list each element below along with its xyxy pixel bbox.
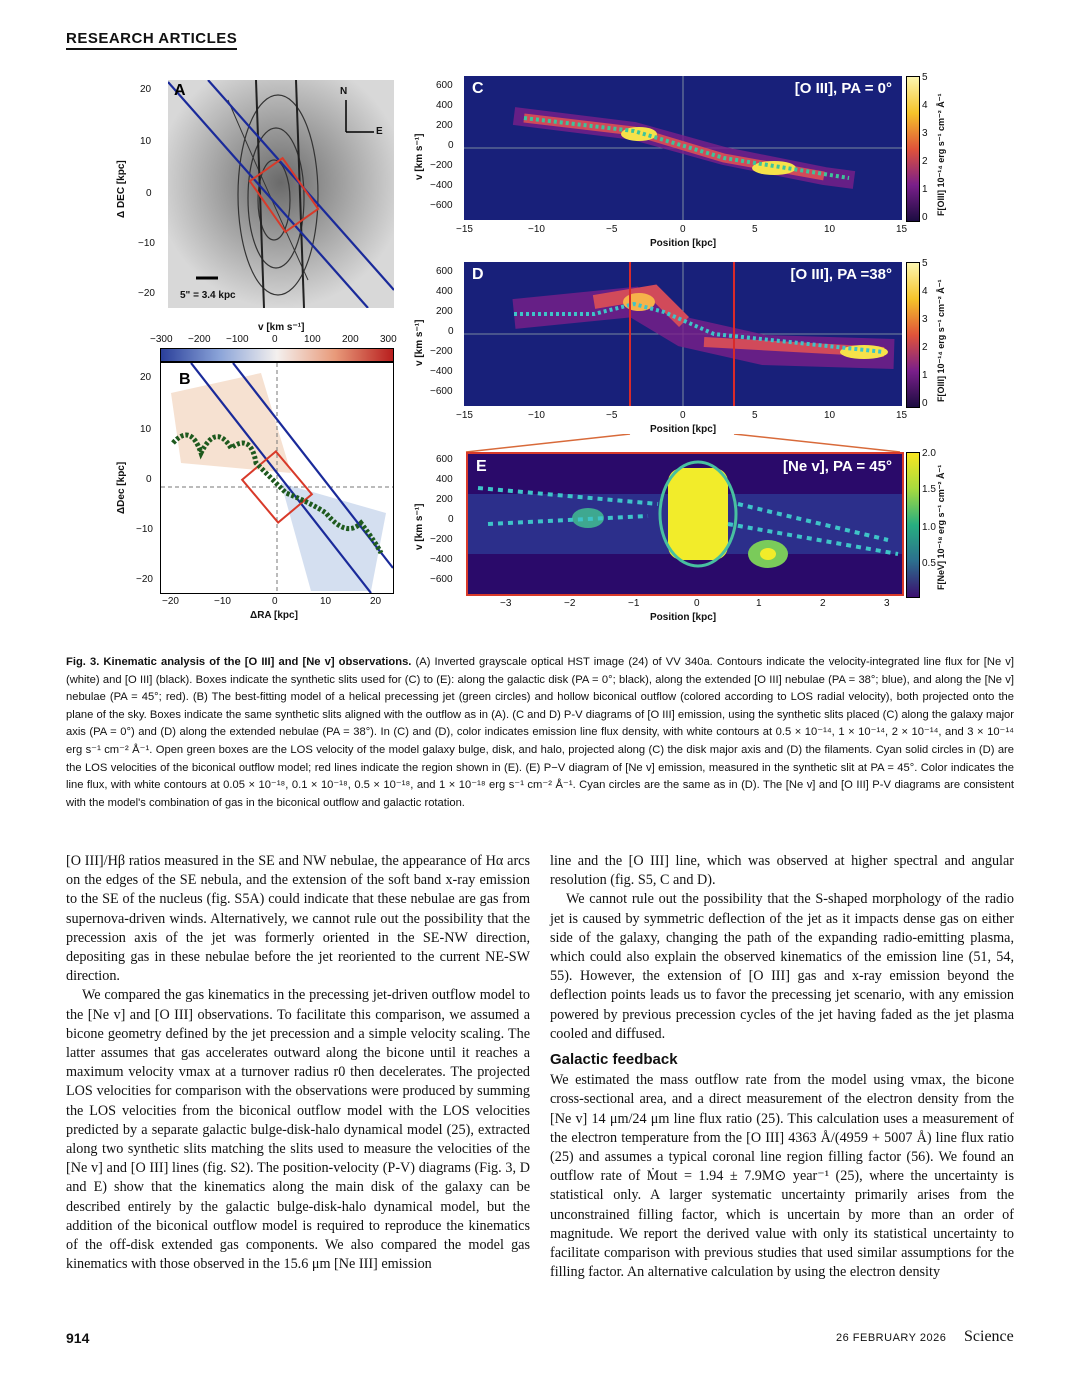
e-xtick-4: 1 [756, 598, 762, 609]
vbar-tick-4: 100 [304, 334, 321, 345]
e-ytick-5: −400 [430, 554, 453, 565]
d-xtick-3: 0 [680, 410, 686, 421]
c-cbar-tick-4: 1 [922, 184, 928, 195]
c-cbar-tick-1: 4 [922, 100, 928, 111]
c-xtick-1: −10 [528, 224, 545, 235]
b-ytick-4: −20 [136, 574, 153, 585]
e-cbar-tick-2: 1.0 [922, 522, 936, 533]
body-column-left [66, 852, 530, 1274]
c-ytick-0: 600 [436, 80, 453, 91]
c-xtick-3: 0 [680, 224, 686, 235]
d-xtick-6: 15 [896, 410, 908, 421]
east-label: E [376, 126, 383, 137]
b-xtick-4: 20 [370, 596, 382, 607]
section-header: RESEARCH ARTICLES [66, 30, 237, 50]
d-cbar-tick-5: 0 [922, 398, 928, 409]
panel-e-plot [468, 454, 902, 594]
velocity-colorbar [160, 348, 394, 362]
b-xtick-3: 10 [320, 596, 332, 607]
panel-c-plot [464, 76, 902, 220]
c-xtick-6: 15 [896, 224, 908, 235]
e-ytick-3: 0 [448, 514, 454, 525]
panel-a [168, 80, 394, 308]
d-xtick-4: 5 [752, 410, 758, 421]
e-xtick-3: 0 [694, 598, 700, 609]
issue-date: 26 FEBRUARY 2026 [836, 1332, 947, 1344]
vbar-label: v [km s⁻¹] [258, 322, 305, 333]
c-xtick-5: 10 [824, 224, 836, 235]
panel-d-plot [464, 262, 902, 406]
e-ytick-4: −200 [430, 534, 453, 545]
panel-b-ylabel: ΔDec [kpc] [116, 461, 127, 514]
c-xtick-2: −5 [606, 224, 618, 235]
c-cbar-tick-2: 3 [922, 128, 928, 139]
e-xtick-1: −2 [564, 598, 576, 609]
caption-lead: Fig. 3. Kinematic analysis of the [O III] and [Ne v] observations. [66, 656, 412, 668]
d-xtick-2: −5 [606, 410, 618, 421]
panel-d-title: [O III], PA =38° [790, 266, 892, 283]
e-ylabel: v [km s⁻¹] [414, 503, 425, 550]
c-ytick-1: 400 [436, 100, 453, 111]
a-ytick-4: −20 [138, 288, 155, 299]
b-ytick-2: 0 [146, 474, 152, 485]
c-ytick-2: 200 [436, 120, 453, 131]
caption-body: (A) Inverted grayscale optical HST image (24) of VV 340a. Contours indicate the velocity-integrated line flux for [Ne v] (white) and [O III] (black). Boxes indicate the synthetic slits used for (C) to (E): along the galactic disk (PA = 0°; black), along the extended [O III] nebulae (PA = 38°; blue), and along the [Ne v] nebulae (PA = 45°; red). (B) The best-fitting model of a helical precessing jet (green circles) and hollow biconical outflow (colored according to LOS radial velocity), both projected onto the plane of the sky. Boxes indicate the same synthetic slits aligned with the outflow as in (A). (C and D) P-V diagrams of [O III] emission, using the synthetic slits placed (C) along the galaxy major axis (PA = 0°) and (D) along the extended nebulae (PA = 38°). In (C) and (D), color indicates emission line flux density, with white contours at 0.5 × 10⁻¹⁴, 1 × 10⁻¹⁴, 2 × 10⁻¹⁴, and 3 × 10⁻¹⁴ erg s⁻¹ cm⁻² Å⁻¹. Open green boxes are the LOS velocity of the model galaxy bulge, disk, and halo, projected along (C) the disk major axis and (D) the filaments. Cyan solid circles in (D) are the LOS velocities of the biconical outflow model; red lines indicate the region shown in (E). (E) P−V diagram of [Ne v] emission, measured in the synthetic slit at PA = 45°. Color indicates the line flux, with white contours at 0.05 × 10⁻¹⁸, 0.1 × 10⁻¹⁸, 0.5 × 10⁻¹⁸, and 1 × 10⁻¹⁸ erg s⁻¹ cm⁻² Å⁻¹. Cyan circles are the same as in (D). The [Ne v] and [O III] P-V diagrams are consistent with the model's combination of gas in the biconical outflow and galactic rotation. [66, 656, 1014, 809]
d-ytick-5: −400 [430, 366, 453, 377]
c-ytick-4: −200 [430, 160, 453, 171]
d-cbar-tick-2: 3 [922, 314, 928, 325]
b-ytick-3: −10 [136, 524, 153, 535]
panel-b [160, 362, 394, 594]
d-cbar-tick-1: 4 [922, 286, 928, 297]
c-ytick-6: −600 [430, 200, 453, 211]
panel-e [466, 452, 904, 596]
panel-d-colorbar [906, 262, 920, 408]
d-ylabel: v [km s⁻¹] [414, 319, 425, 366]
c-xtick-0: −15 [456, 224, 473, 235]
e-xtick-5: 2 [820, 598, 826, 609]
b-xtick-2: 0 [272, 596, 278, 607]
panel-d [464, 262, 902, 406]
d-xtick-5: 10 [824, 410, 836, 421]
right-paragraph-1: line and the [O III] line, which was observed at higher spectral and angular resolution (fig. S5, C and D). [550, 853, 1014, 889]
figure-caption [66, 654, 1014, 812]
vbar-tick-6: 300 [380, 334, 397, 345]
left-paragraph-1: [O III]/Hβ ratios measured in the SE and NW nebulae, the appearance of Hα arcs on the edges of the SE nebula, and the extension of the soft band x-ray emission to the SE of the nucleus (fig. S5A) could indicate that these nebulae are gas from supernova-driven winds. Alternatively, we cannot rule out the possibility that the precession axis of the jet was formerly oriented in the SE-NW direction, depositing gas in these nebulae before the jet reoriented to the current NE-SW direction. [66, 853, 530, 985]
panel-e-label: E [476, 458, 487, 475]
b-ytick-0: 20 [140, 372, 152, 383]
e-ytick-2: 200 [436, 494, 453, 505]
e-ytick-0: 600 [436, 454, 453, 465]
b-ytick-1: 10 [140, 424, 152, 435]
c-cbar-tick-5: 0 [922, 212, 928, 223]
c-xlabel: Position [kpc] [650, 238, 717, 249]
b-xtick-1: −10 [214, 596, 231, 607]
page-number: 914 [66, 1330, 90, 1346]
panel-a-ylabel: Δ DEC [kpc] [116, 160, 127, 218]
e-cbar-tick-3: 0.5 [922, 558, 936, 569]
e-cbar-tick-1: 1.5 [922, 484, 936, 495]
d-ytick-2: 200 [436, 306, 453, 317]
c-xtick-4: 5 [752, 224, 758, 235]
a-ytick-3: −10 [138, 238, 155, 249]
panel-d-label: D [472, 266, 484, 283]
panel-a-label: A [174, 82, 186, 99]
c-ytick-3: 0 [448, 140, 454, 151]
vbar-tick-2: −100 [226, 334, 249, 345]
d-xlabel: Position [kpc] [650, 424, 717, 435]
e-cbar-tick-0: 2.0 [922, 448, 936, 459]
body-column-right [550, 852, 1014, 1282]
journal-name: Science [964, 1328, 1014, 1345]
panel-c-title: [O III], PA = 0° [794, 80, 892, 97]
e-cbar-label: F[NeV] 10⁻¹⁸ erg s⁻¹ cm⁻² Å⁻¹ [936, 464, 946, 590]
panel-c [464, 76, 902, 220]
panel-c-colorbar [906, 76, 920, 222]
vbar-tick-0: −300 [150, 334, 173, 345]
d-cbar-tick-0: 5 [922, 258, 928, 269]
c-cbar-tick-0: 5 [922, 72, 928, 83]
section-heading: Galactic feedback [550, 1051, 678, 1069]
d-xtick-1: −10 [528, 410, 545, 421]
e-ytick-1: 400 [436, 474, 453, 485]
panel-e-colorbar [906, 452, 920, 598]
d-ytick-3: 0 [448, 326, 454, 337]
panel-b-label: B [179, 371, 191, 388]
vbar-tick-3: 0 [272, 334, 278, 345]
panel-a-image [168, 80, 394, 308]
d-cbar-label: F[OIII] 10⁻¹⁴ erg s⁻¹ cm⁻² Å⁻¹ [936, 279, 946, 402]
e-ytick-6: −600 [430, 574, 453, 585]
panel-b-xlabel: ΔRA [kpc] [250, 610, 298, 621]
c-cbar-tick-3: 2 [922, 156, 928, 167]
e-xlabel: Position [kpc] [650, 612, 717, 623]
d-ytick-6: −600 [430, 386, 453, 397]
zoom-connector [462, 434, 922, 454]
c-cbar-label: F[OIII] 10⁻¹⁴ erg s⁻¹ cm⁻² Å⁻¹ [936, 93, 946, 216]
d-cbar-tick-3: 2 [922, 342, 928, 353]
a-ytick-1: 10 [140, 136, 152, 147]
e-xtick-2: −1 [628, 598, 640, 609]
e-xtick-6: 3 [884, 598, 890, 609]
b-xtick-0: −20 [162, 596, 179, 607]
left-paragraph-2: We compared the gas kinematics in the precessing jet-driven outflow model to the [Ne v] and [O III] observations. To facilitate this comparison, we assumed a bicone geometry defined by the jet precession and a simple velocity scaling. The latter assumes that gas accelerates outward along the bicone until it reaches a maximum velocity vmax at a turnover radius r0 then decelerates. The projected LOS velocities for comparison with the observations were produced by summing the LOS velocities from the biconical outflow model with the LOS velocities predicted by a separate galactic bulge-disk-halo dynamical model (25), extracted along two synthetic slits matching the slits used to measure the velocities of the [Ne v] and [O III] lines (fig. S2). The position-velocity (P-V) diagrams (Fig. 3, D and E) show that the kinematics along the main disk of the galaxy can be described entirely by the galactic bulge-disk-halo dynamical model, but the addition of the biconical outflow model is required to reproduce the kinematics of the off-disk extended gas components. We also compared the model gas kinematics with those observed in the 15.6 μm [Ne III] emission [66, 987, 530, 1273]
north-label: N [340, 86, 348, 97]
c-ytick-5: −400 [430, 180, 453, 191]
vbar-tick-5: 200 [342, 334, 359, 345]
scale-label: 5" = 3.4 kpc [180, 290, 236, 301]
d-xtick-0: −15 [456, 410, 473, 421]
e-xtick-0: −3 [500, 598, 512, 609]
d-ytick-4: −200 [430, 346, 453, 357]
vbar-tick-1: −200 [188, 334, 211, 345]
panel-c-label: C [472, 80, 484, 97]
a-ytick-2: 0 [146, 188, 152, 199]
d-cbar-tick-4: 1 [922, 370, 928, 381]
figure-3 [110, 70, 1030, 630]
c-ylabel: v [km s⁻¹] [414, 133, 425, 180]
panel-e-title: [Ne v], PA = 45° [783, 458, 892, 475]
panel-b-plot [161, 363, 393, 593]
right-paragraph-2: We cannot rule out the possibility that the S-shaped morphology of the radio jet is caused by symmetric deflection of the jet as it impacts dense gas on either side of the galaxy, changing the path of the expanding radio-emitting plasma, which could also explain the observed kinematics of the emission line (51, 54, 55). However, the extension of [O III] gas and x-ray emission beyond the deflection points leads us to favor the precessing jet scenario, with any emission powered by previous precession cycles of the jet having faded as the jet plasma cooled and diffused. [550, 891, 1014, 1042]
a-ytick-0: 20 [140, 84, 152, 95]
d-ytick-1: 400 [436, 286, 453, 297]
d-ytick-0: 600 [436, 266, 453, 277]
right-paragraph-3: We estimated the mass outflow rate from the model using vmax, the bicone cross-sectional area, and a direct measurement of the electron density from the [Ne v] 14 μm/24 μm line flux ratio (25). This calculation uses a measurement of the electron temperature from the [O III] 4363 Å/(4959 + 5007 Å) line flux ratio (25) and assumes a typical coronal line region filling factor (56). We found an outflow rate of Ṁout = 1.94 ± 7.9M⊙ year⁻¹ (25), where the uncertainty is statistical only. A larger systematic uncertainty primarily arises from the unconstrained filling factor, which is uncertain by more than an order of magnitude. We report the derived value with only its statistical uncertainty to facilitate comparison with previous studies that used similar assumptions for the filling factor. An alternative calculation by using the electron density [550, 1072, 1014, 1281]
